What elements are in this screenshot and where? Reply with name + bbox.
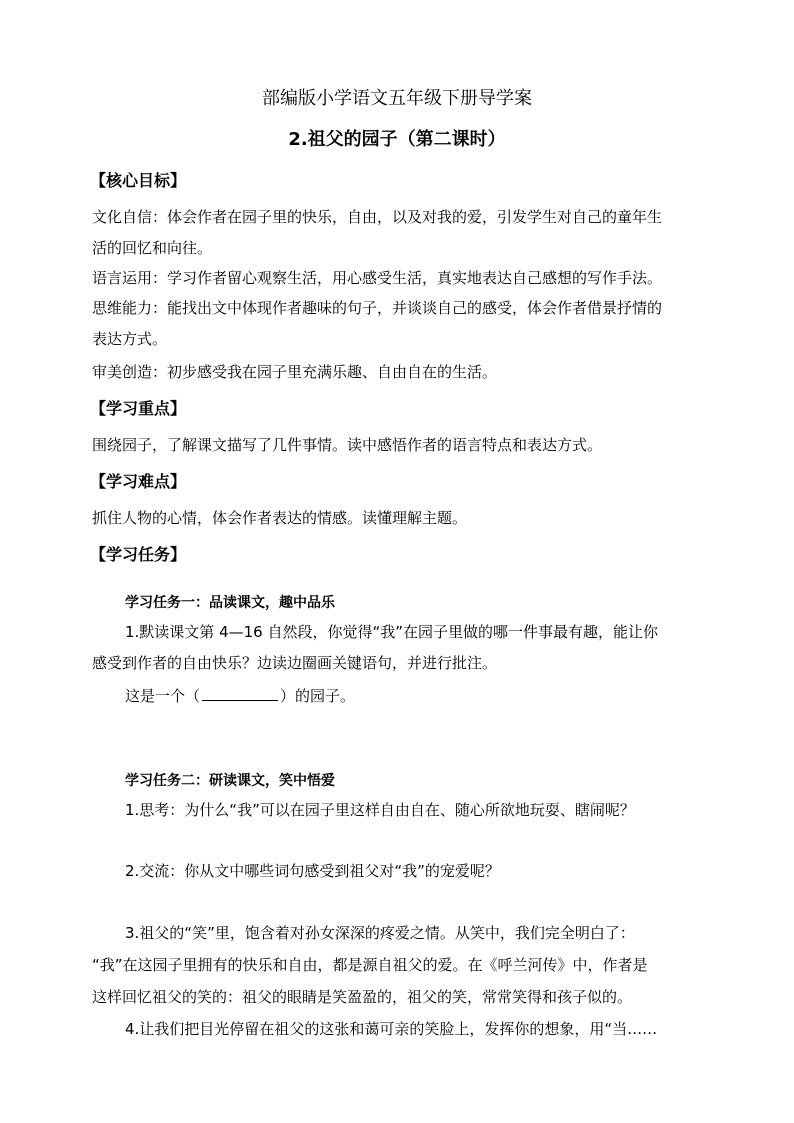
core-goal-line: 文化自信：体会作者在园子里的快乐，自由，以及对我的爱，引发学生对自己的童年生 — [92, 208, 663, 226]
task1-fill-in-line — [125, 686, 355, 706]
key-points-heading: 【学习重点】 — [90, 399, 187, 418]
task1-question1-line2: 感受到作者的自由快乐？边读边圈画关键语句，并进行批注。 — [92, 654, 498, 672]
task2-question1: 1.思考：为什么“我”可以在园子里这样自由自在、随心所欲地玩耍、瞎闹呢？ — [125, 801, 635, 819]
lesson-title: 2.祖父的园子（第二课时） — [288, 129, 506, 150]
core-goal-line: 活的回忆和向往。 — [92, 239, 213, 257]
core-goals-heading: 【核心目标】 — [90, 171, 187, 190]
task2-question3-line1: 3.祖父的“笑”里，饱含着对孙女深深的疼爱之情。从笑中，我们完全明白了： — [125, 924, 635, 942]
core-goal-line: 语言运用：学习作者留心观察生活，用心感受生活，真实地表达自己感想的写作手法。 — [92, 269, 663, 287]
task1-question1-line1: 1.默读课文第 4—16 自然段，你觉得“我”在园子里做的哪一件事最有趣，能让你 — [125, 623, 659, 641]
task2-question3-line3: 这样回忆祖父的笑的：祖父的眼睛是笑盈盈的，祖父的笑，常常笑得和孩子似的。 — [92, 988, 633, 1006]
task1-title: 学习任务一：品读课文，趣中品乐 — [125, 595, 335, 611]
task2-question3-line2: “我”在这园子里拥有的快乐和自由，都是源自祖父的爱。在《呼兰河传》中，作者是 — [92, 956, 648, 974]
task2-title: 学习任务二：研读课文，笑中悟爱 — [125, 773, 335, 789]
task2-question2: 2.交流：你从文中哪些词句感受到祖父对“我”的宠爱呢？ — [125, 862, 500, 880]
difficulties-heading: 【学习难点】 — [90, 472, 187, 491]
document-title: 部编版小学语文五年级下册导学案 — [262, 88, 532, 109]
fill-prefix: 这是一个（ — [125, 687, 201, 705]
fill-suffix: ）的园子。 — [280, 687, 356, 705]
core-goal-line: 思维能力：能找出文中体现作者趣味的句子，并谈谈自己的感受，体会作者借景抒情的 — [92, 299, 663, 317]
core-goal-line: 审美创造：初步感受我在园子里充满乐趣、自由自在的生活。 — [92, 363, 498, 381]
tasks-heading: 【学习任务】 — [90, 545, 187, 564]
key-points-text: 围绕园子，了解课文描写了几件事情。读中感悟作者的语言特点和表达方式。 — [92, 436, 603, 454]
core-goal-line: 表达方式。 — [92, 330, 168, 348]
task2-question4-line1: 4.让我们把目光停留在祖父的这张和蔼可亲的笑脸上，发挥你的想象，用“当…… — [125, 1020, 658, 1038]
fill-in-blank[interactable] — [202, 686, 278, 701]
difficulties-text: 抓住人物的心情，体会作者表达的情感。读懂理解主题。 — [92, 509, 468, 527]
